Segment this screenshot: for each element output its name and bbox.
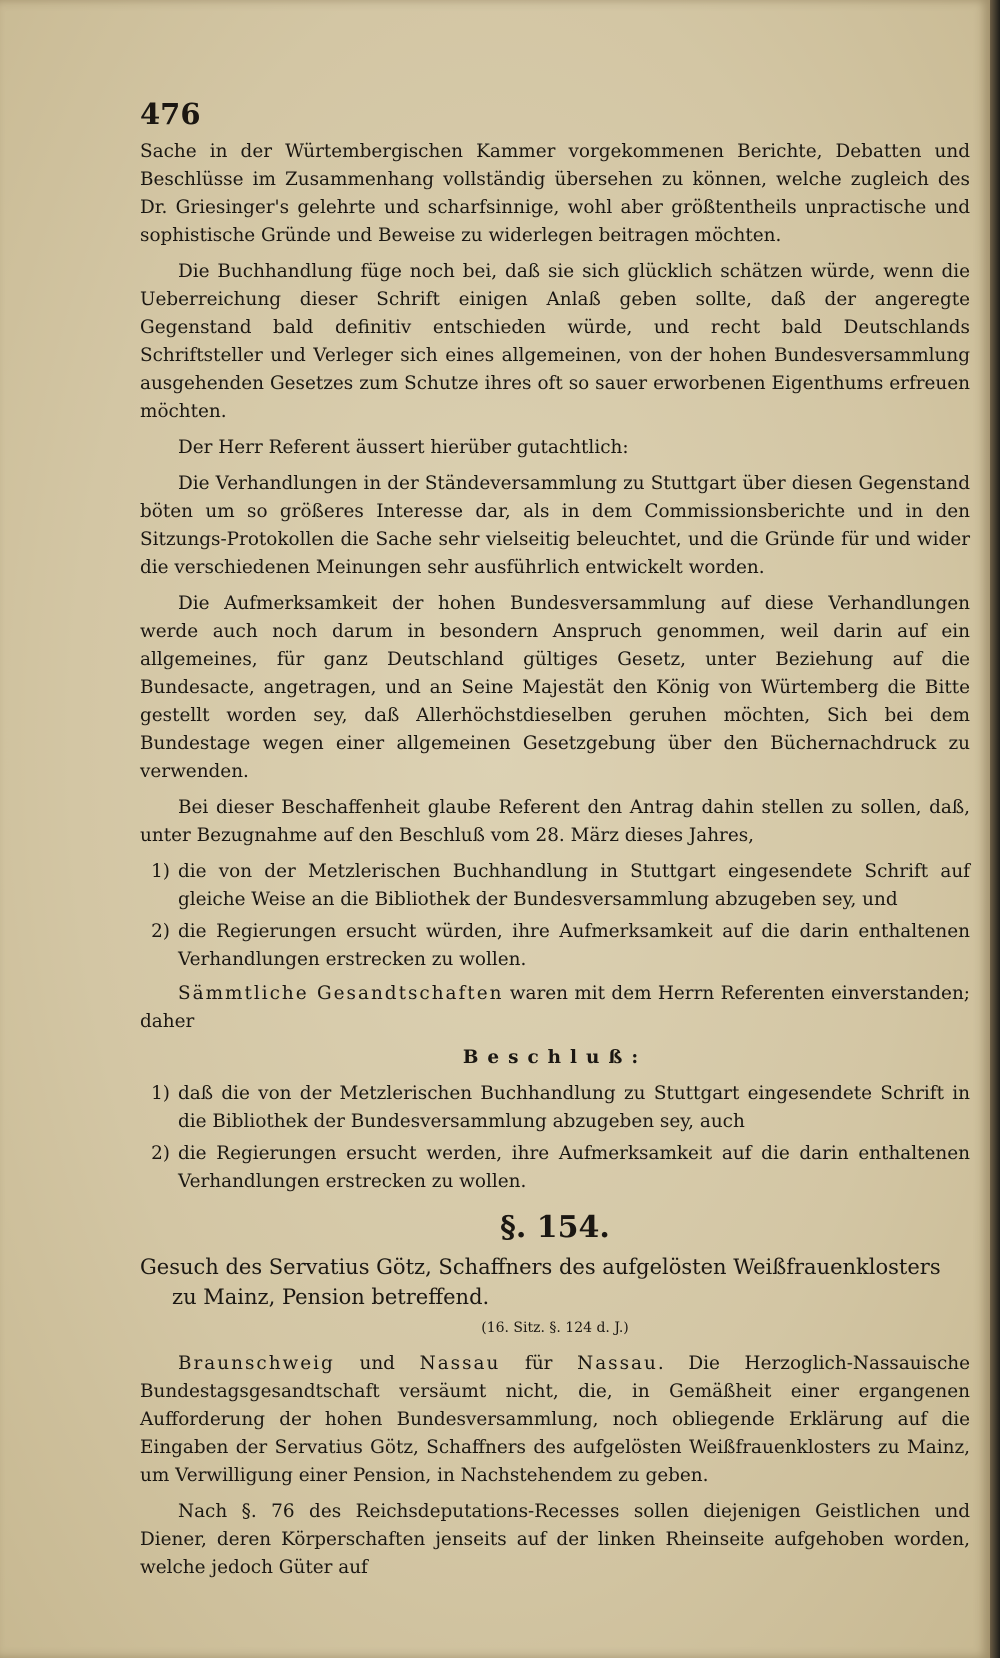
list-item-text: die Regierungen ersucht würden, ihre Aufmerksamkeit auf die darin enthaltenen Verhandlungen erstrecken zu wollen. xyxy=(178,921,970,970)
page-number: 476 xyxy=(140,97,201,131)
text-fragment: für xyxy=(500,1353,578,1374)
spaced-text: Nassau xyxy=(419,1353,501,1374)
text-fragment: und xyxy=(334,1353,420,1374)
list-item-number: 1) xyxy=(151,861,170,882)
list-item-number: 2) xyxy=(151,1143,170,1164)
agreement-paragraph xyxy=(140,980,970,1036)
paragraph: Die Aufmerksamkeit der hohen Bundesversammlung auf diese Verhandlungen werde auch noch darum in besondern Anspruch genommen, weil darin auf ein allgemeines, für ganz Deutschland gültiges Gesetz, unter Beziehung auf die Bundesacte, angetragen, und an Seine Majestät den König von Würtemberg die Bitte gestellt worden sey, daß Allerhöchstdieselben geruhen möchten, Sich bei dem Bundestage wegen einer allgemeinen Gesetzgebung über den Büchernachdruck zu verwenden. xyxy=(140,593,970,782)
spaced-text: Sämmtliche Gesandtschaften xyxy=(178,983,504,1004)
proposal-list xyxy=(140,858,970,974)
paragraph: Der Herr Referent äussert hierüber gutachtlich: xyxy=(178,437,629,458)
section-heading-line: zu Mainz, Pension betreffend. xyxy=(172,1285,490,1309)
list-item xyxy=(140,858,970,914)
list-item-number: 2) xyxy=(151,921,170,942)
resolution-title: Beschluß: xyxy=(462,1047,648,1068)
page-text xyxy=(140,97,970,1590)
agreement-text: waren mit dem Herrn Referenten einverstanden; daher xyxy=(140,983,970,1032)
paragraph: Bei dieser Beschaffenheit glaube Referent den Antrag dahin stellen zu sollen, daß, unter Bezugnahme auf den Beschluß vom 28. März dieses Jahres, xyxy=(140,797,970,846)
text-fragment: . Die Herzoglich-Nassauische Bundestagsgesandtschaft versäumt nicht, die, in Gemäßheit einer ergangenen Aufforderung der hohen Bundesversammlung, noch obliegende Erklärung auf die Eingaben der Servatius Götz, Schaffners des aufgelösten Weißfrauenklosters zu Mainz, um Verwilligung einer Pension, in Nachstehendem zu geben. xyxy=(140,1353,970,1486)
list-item-text: die von der Metzlerischen Buchhandlung in Stuttgart eingesendete Schrift auf gleiche Weise an die Bibliothek der Bundesversammlung abzugeben sey, und xyxy=(178,861,970,910)
section-reference: (16. Sitz. §. 124 d. J.) xyxy=(481,1320,629,1336)
paragraph: Sache in der Würtembergischen Kammer vorgekommenen Berichte, Debatten und Beschlüsse im Zusammenhang vollständig übersehen zu können, welche zugleich des Dr. Griesinger's gelehrte und scharfsinnige, wohl aber größtentheils unpractische und sophistische Gründe und Beweise zu widerlegen beitragen möchten. xyxy=(140,141,970,246)
list-item xyxy=(140,918,970,974)
list-item xyxy=(140,1140,970,1196)
paragraph: Nach §. 76 des Reichsdeputations-Recesses sollen diejenigen Geistlichen und Diener, deren Körperschaften jenseits auf der linken Rheinseite aufgehoben worden, welche jedoch Güter auf xyxy=(140,1501,970,1578)
paragraph: Die Buchhandlung füge noch bei, daß sie sich glücklich schätzen würde, wenn die Ueberreichung dieser Schrift einigen Anlaß geben sollte, daß der angeregte Gegenstand bald definitiv entschieden würde, und recht bald Deutschlands Schriftsteller und Verleger sich eines allgemeinen, von der hohen Bundesversammlung ausgehenden Gesetzes zum Schutze ihres oft so sauer erworbenen Eigenthums erfreuen möchten. xyxy=(140,261,970,422)
list-item-text: daß die von der Metzlerischen Buchhandlung zu Stuttgart eingesendete Schrift in die Bibliothek der Bundesversammlung abzugeben sey, auch xyxy=(178,1083,970,1132)
list-item-text: die Regierungen ersucht werden, ihre Aufmerksamkeit auf die darin enthaltenen Verhandlungen erstrecken zu wollen. xyxy=(178,1143,970,1192)
list-item-number: 1) xyxy=(151,1083,170,1104)
section-heading xyxy=(140,1252,970,1312)
spaced-text: Braunschweig xyxy=(178,1353,335,1374)
section-heading-line: Gesuch des Servatius Götz, Schaffners des aufgelösten Weißfrauenklosters xyxy=(140,1255,941,1279)
resolution-list xyxy=(140,1080,970,1196)
paragraph: Die Verhandlungen in der Ständeversammlung zu Stuttgart über diesen Gegenstand böten um so größeres Interesse dar, als in dem Commissionsberichte und in den Sitzungs-Protokollen die Sache sehr vielseitig beleuchtet, und die Gründe für und wider die verschiedenen Meinungen sehr ausführlich entwickelt worden. xyxy=(140,473,970,578)
list-item xyxy=(140,1080,970,1136)
book-binding-edge xyxy=(990,0,1000,1658)
spaced-text: Nassau xyxy=(577,1353,658,1374)
section-number: §. 154. xyxy=(500,1210,610,1245)
section-paragraph xyxy=(140,1350,970,1490)
